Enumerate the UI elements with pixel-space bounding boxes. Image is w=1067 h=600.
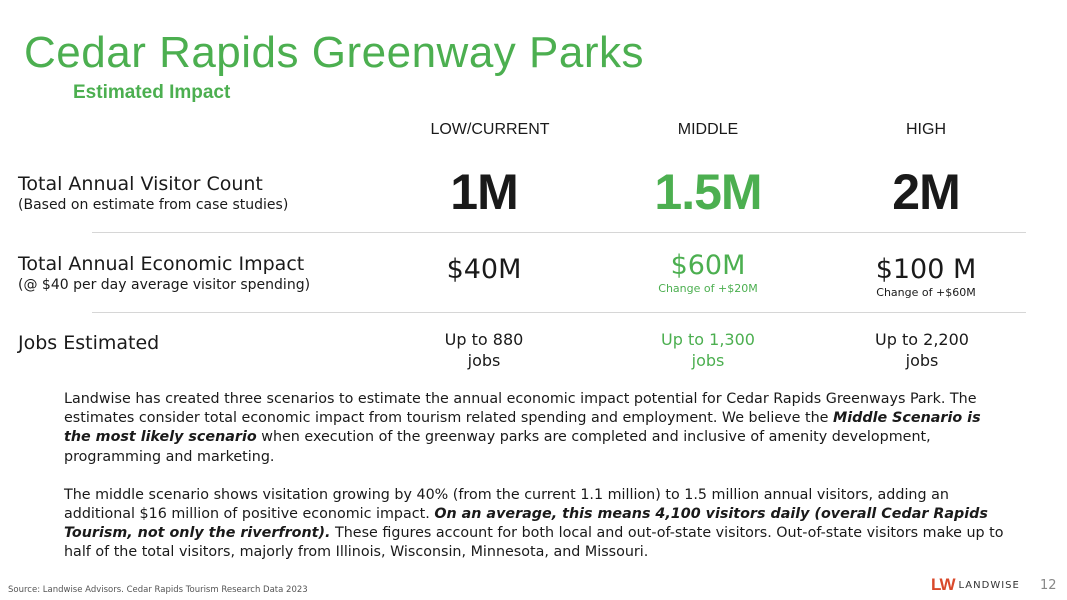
- row-label-visitors: [18, 173, 288, 213]
- economic-high-cell: [826, 255, 1026, 299]
- economic-low-cell: [384, 255, 584, 285]
- page-subtitle: Estimated Impact: [73, 82, 231, 103]
- body-p1-emphasis: Middle Scenario is the most likely scenario: [64, 410, 981, 446]
- column-header-high: HIGH: [906, 121, 946, 138]
- jobs-label: Jobs Estimated: [18, 332, 160, 354]
- page-title: Cedar Rapids Greenway Parks: [24, 28, 644, 77]
- visitors-middle-value: 1.5M: [654, 164, 762, 220]
- economic-middle-cell: [608, 251, 808, 295]
- jobs-high-cell: [822, 329, 1022, 371]
- landwise-logo: [931, 575, 1020, 595]
- row-label-economic: [18, 253, 310, 293]
- body-p1-text: Landwise has created three scenarios to estimate the annual economic impact potential for Cedar Rapids Greenways Park. The estimates consider total economic impact from tourism related spending and employment. We believe the: [64, 391, 977, 427]
- body-p2-text: The middle scenario shows visitation growing by 40% (from the current 1.1 million) to 1.5 million annual visitors, adding an additional $16 million of positive economic impact.: [64, 486, 949, 523]
- column-header-middle: MIDDLE: [677, 121, 739, 138]
- body-text: [64, 390, 1004, 563]
- jobs-high-line1: Up to 2,200: [875, 330, 969, 349]
- jobs-low-cell: [384, 329, 584, 371]
- jobs-low-line2: jobs: [467, 351, 501, 370]
- economic-low-value: $40M: [446, 254, 522, 285]
- body-p2-emphasis: On an average, this means 4,100 visitors daily (overall Cedar Rapids Tourism, not only the riverfront).: [64, 506, 988, 542]
- economic-label: Total Annual Economic Impact: [18, 253, 305, 275]
- row-divider: [92, 232, 1026, 233]
- economic-high-change: Change of +$60M: [876, 286, 976, 299]
- landwise-logo-mark: LW: [931, 575, 955, 594]
- visitors-note: (Based on estimate from case studies): [18, 197, 289, 213]
- row-label-jobs: [18, 332, 159, 354]
- visitors-label: Total Annual Visitor Count: [18, 173, 263, 195]
- page-number: 12: [1040, 578, 1057, 593]
- jobs-low-line1: Up to 880: [444, 330, 524, 349]
- visitors-low-value: 1M: [450, 164, 518, 220]
- jobs-middle-line1: Up to 1,300: [661, 330, 755, 349]
- economic-middle-value: $60M: [670, 250, 746, 281]
- body-p1-text-end: when execution of the greenway parks are completed and inclusive of amenity development, programming and marketing.: [64, 429, 931, 465]
- jobs-high-line2: jobs: [905, 351, 939, 370]
- body-p2-text-end: These figures account for both local and out-of-state visitors. Out-of-state visitors make up to half of the total visitors, majorly from Illinois, Wisconsin, Minnesota, and Missouri.: [64, 525, 1004, 561]
- column-header-low: LOW/CURRENT: [430, 121, 550, 138]
- economic-middle-change: Change of +$20M: [658, 282, 758, 295]
- jobs-middle-cell: [608, 329, 808, 371]
- economic-note: (@ $40 per day average visitor spending): [18, 277, 311, 293]
- row-divider: [92, 312, 1026, 313]
- economic-high-value: $100 M: [875, 254, 977, 285]
- body-paragraph-1: [64, 390, 1004, 467]
- body-paragraph-2: [64, 486, 1004, 563]
- source-note: Source: Landwise Advisors. Cedar Rapids Tourism Research Data 2023: [8, 585, 308, 595]
- visitors-high-value: 2M: [892, 164, 960, 220]
- jobs-middle-line2: jobs: [691, 351, 725, 370]
- landwise-logo-text: LANDWISE: [958, 579, 1020, 591]
